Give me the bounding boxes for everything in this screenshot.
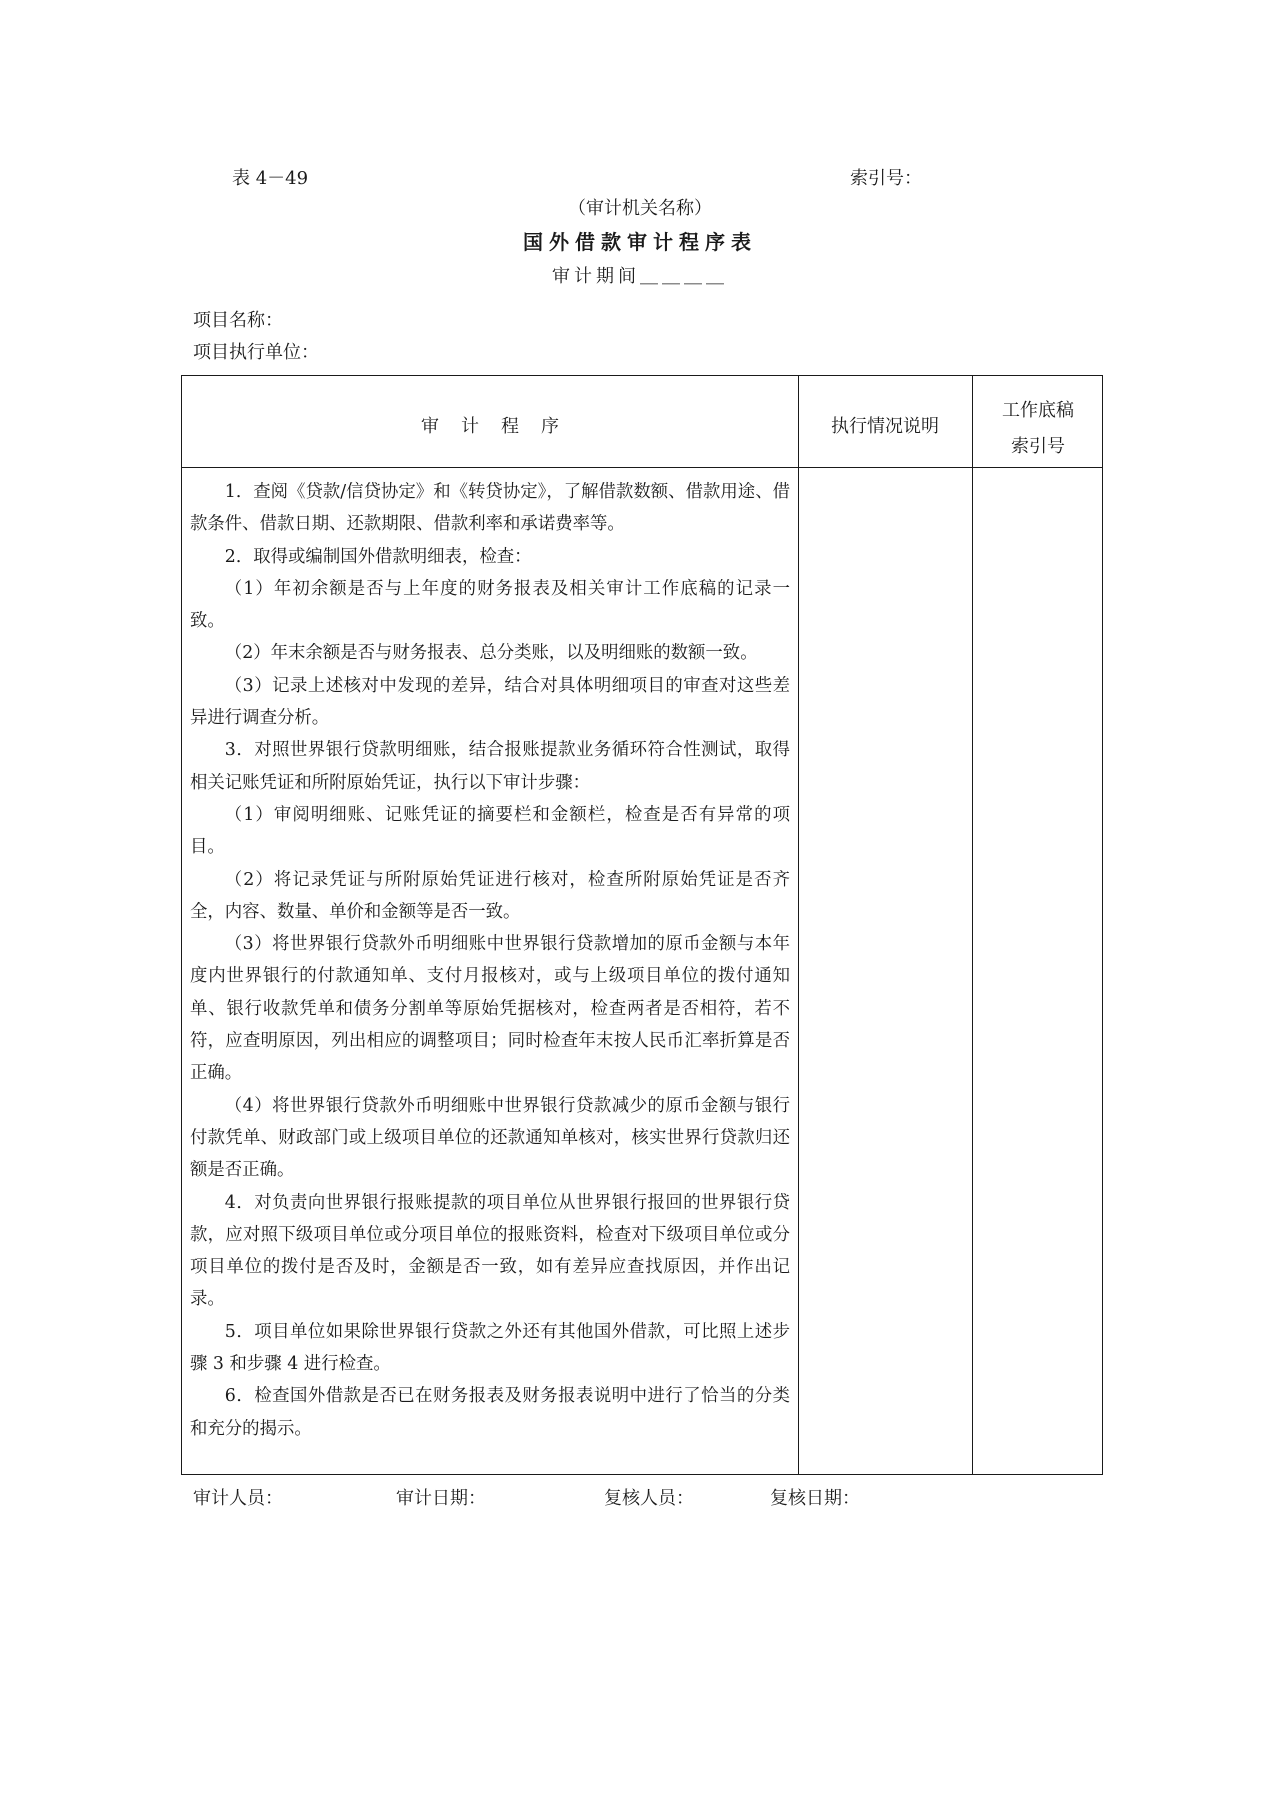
project-exec-unit-label: 项目执行单位：	[193, 342, 319, 363]
header-divider	[182, 467, 1102, 468]
column-divider	[798, 376, 799, 1474]
column-header-procedure: 审计程序	[421, 416, 581, 437]
index-number-label: 索引号：	[850, 168, 922, 189]
audit-procedure-table	[181, 375, 1103, 1475]
form-title: 国外借款审计程序表	[523, 230, 757, 254]
procedure-paragraph: （2）年末余额是否与财务报表、总分类账，以及明细账的数额一致。	[224, 643, 758, 664]
procedure-paragraph: 1．查阅《贷款/信贷协定》和《转贷协定》，了解借款数额、借款用途、借款条件、借款日期、还款期限、借款利率和承诺费率等。	[190, 482, 790, 535]
procedure-paragraph: （1）年初余额是否与上年度的财务报表及相关审计工作底稿的记录一致。	[190, 578, 790, 632]
table-number: 表 4－49	[232, 168, 309, 189]
procedure-paragraph: 6．检查国外借款是否已在财务报表及财务报表说明中进行了恰当的分类和充分的揭示。	[190, 1386, 790, 1439]
procedure-paragraph: （3）记录上述核对中发现的差异，结合对具体明细项目的审查对这些差异进行调查分析。	[190, 675, 790, 729]
procedure-paragraph: （3）将世界银行贷款外币明细账中世界银行贷款增加的原币金额与本年度内世界银行的付款通知单、支付月报核对，或与上级项目单位的拨付通知单、银行收款凭单和债务分割单等原始凭据核对，检查两者是否相符，若不符，应查明原因，列出相应的调整项目；同时检查年末按人民币汇率折算是否正确。	[190, 934, 790, 1084]
project-name-label: 项目名称：	[193, 310, 283, 331]
procedure-text	[190, 476, 790, 1445]
reviewer-label: 复核人员：	[604, 1488, 694, 1509]
procedure-paragraph: 2．取得或编制国外借款明细表，检查：	[224, 546, 532, 567]
procedure-paragraph: （2）将记录凭证与所附原始凭证进行核对，检查所附原始凭证是否齐全，内容、数量、单价和金额等是否一致。	[190, 869, 790, 922]
column-header-workpaper-index: 索引号	[1011, 436, 1065, 457]
column-divider	[972, 376, 973, 1474]
procedure-paragraph: （1）审阅明细账、记账凭证的摘要栏和金额栏，检查是否有异常的项目。	[190, 804, 790, 858]
column-header-workpaper: 工作底稿	[1002, 400, 1074, 421]
procedure-paragraph: 5．项目单位如果除世界银行贷款之外还有其他国外借款，可比照上述步骤 3 和步骤 4 进行检查。	[190, 1321, 790, 1375]
audit-org-name: （审计机关名称）	[568, 198, 712, 219]
auditor-label: 审计人员：	[193, 1488, 283, 1509]
procedure-paragraph: （4）将世界银行贷款外币明细账中世界银行贷款减少的原币金额与银行付款凭单、财政部门或上级项目单位的还款通知单核对，核实世界行贷款归还额是否正确。	[190, 1095, 790, 1181]
audit-period: 审计期间＿＿＿＿	[552, 266, 728, 287]
procedure-paragraph: 4．对负责向世界银行报账提款的项目单位从世界银行报回的世界银行贷款，应对照下级项目单位或分项目单位的报账资料，检查对下级项目单位或分项目单位的拨付是否及时，金额是否一致，如有差异应查找原因，并作出记录。	[190, 1192, 790, 1310]
review-date-label: 复核日期：	[770, 1488, 860, 1509]
procedure-paragraph: 3．对照世界银行贷款明细账，结合报账提款业务循环符合性测试，取得相关记账凭证和所附原始凭证，执行以下审计步骤：	[190, 740, 790, 793]
column-header-execution: 执行情况说明	[831, 416, 939, 437]
audit-date-label: 审计日期：	[396, 1488, 486, 1509]
